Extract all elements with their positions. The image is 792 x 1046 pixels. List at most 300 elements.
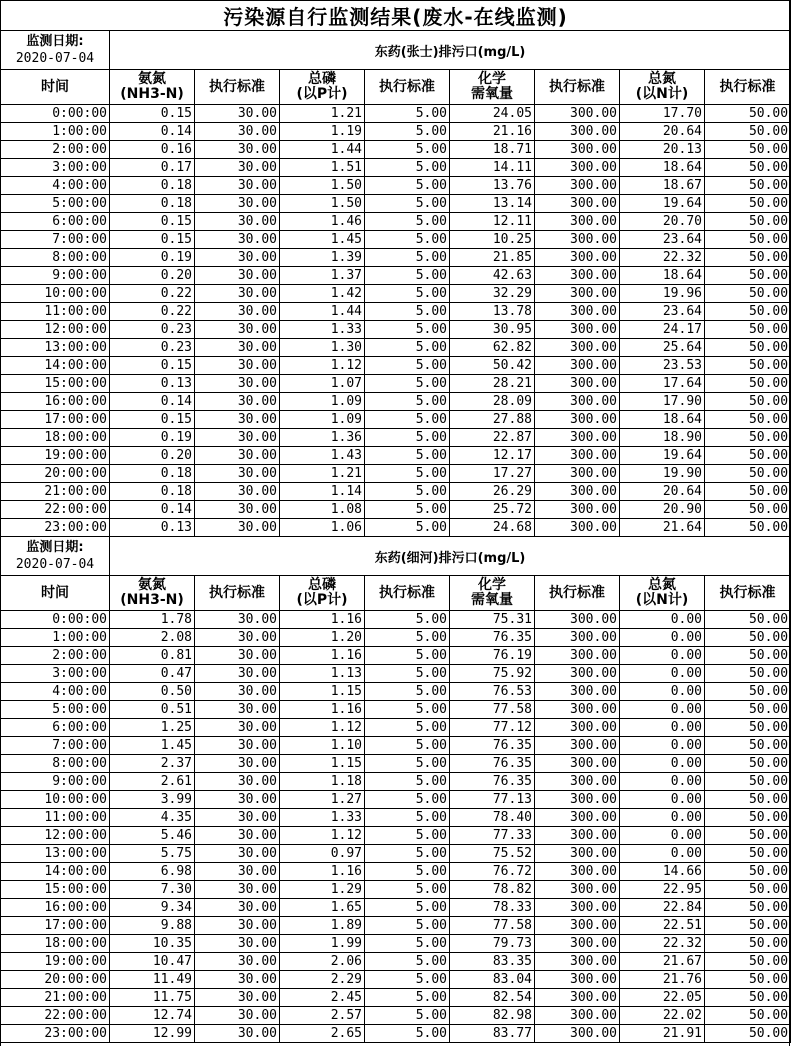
time-cell: 2:00:00 — [1, 647, 110, 665]
table-row — [1, 665, 791, 683]
value-cell: 17.70 — [620, 105, 705, 123]
value-cell: 50.42 — [450, 357, 535, 375]
value-cell: 0.15 — [110, 213, 195, 231]
value-cell: 300.00 — [535, 339, 620, 357]
value-cell: 30.00 — [195, 881, 280, 899]
table-row — [1, 321, 791, 339]
value-cell: 30.00 — [195, 465, 280, 483]
value-cell: 5.00 — [365, 285, 450, 303]
value-cell: 50.00 — [705, 881, 791, 899]
value-cell: 1.50 — [280, 177, 365, 195]
value-cell: 2.06 — [280, 953, 365, 971]
value-cell: 0.14 — [110, 501, 195, 519]
value-cell: 1.65 — [280, 899, 365, 917]
value-cell: 18.67 — [620, 177, 705, 195]
value-cell: 300.00 — [535, 917, 620, 935]
column-header-line1: 总磷 — [308, 577, 336, 593]
value-cell: 50.00 — [705, 845, 791, 863]
column-header-line2: (以P计) — [296, 592, 348, 608]
value-cell: 5.00 — [365, 791, 450, 809]
value-cell: 77.58 — [450, 917, 535, 935]
table-row — [1, 809, 791, 827]
column-header-line2: (以P计) — [296, 86, 348, 102]
column-header-line2: (以N计) — [635, 86, 689, 102]
table-row — [1, 935, 791, 953]
column-header — [450, 576, 535, 611]
column-header — [1, 576, 110, 611]
table-row — [1, 647, 791, 665]
value-cell: 5.00 — [365, 773, 450, 791]
value-cell: 5.00 — [365, 971, 450, 989]
table-row — [1, 719, 791, 737]
value-cell: 30.00 — [195, 213, 280, 231]
value-cell: 300.00 — [535, 285, 620, 303]
value-cell: 5.00 — [365, 357, 450, 375]
value-cell: 300.00 — [535, 483, 620, 501]
table-row — [1, 429, 791, 447]
report-title: 污染源自行监测结果(废水-在线监测) — [1, 1, 791, 31]
value-cell: 76.35 — [450, 755, 535, 773]
value-cell: 22.02 — [620, 1007, 705, 1025]
time-cell: 1:00:00 — [1, 123, 110, 141]
value-cell: 300.00 — [535, 683, 620, 701]
value-cell: 19.64 — [620, 447, 705, 465]
value-cell: 50.00 — [705, 339, 791, 357]
time-cell: 18:00:00 — [1, 429, 110, 447]
value-cell: 300.00 — [535, 809, 620, 827]
table-row — [1, 629, 791, 647]
value-cell: 1.44 — [280, 303, 365, 321]
value-cell: 7.30 — [110, 881, 195, 899]
value-cell: 12.17 — [450, 447, 535, 465]
column-header-line1: 执行标准 — [719, 78, 776, 95]
value-cell: 21.85 — [450, 249, 535, 267]
value-cell: 1.16 — [280, 863, 365, 881]
value-cell: 300.00 — [535, 701, 620, 719]
value-cell: 300.00 — [535, 935, 620, 953]
value-cell: 5.00 — [365, 917, 450, 935]
column-header — [110, 576, 195, 611]
value-cell: 50.00 — [705, 465, 791, 483]
value-cell: 30.00 — [195, 863, 280, 881]
value-cell: 50.00 — [705, 105, 791, 123]
value-cell: 76.35 — [450, 629, 535, 647]
column-header — [280, 576, 365, 611]
value-cell: 0.20 — [110, 267, 195, 285]
value-cell: 76.72 — [450, 863, 535, 881]
value-cell: 10.35 — [110, 935, 195, 953]
value-cell: 1.30 — [280, 339, 365, 357]
value-cell: 23.64 — [620, 231, 705, 249]
value-cell: 1.33 — [280, 809, 365, 827]
value-cell: 1.19 — [280, 123, 365, 141]
value-cell: 30.00 — [195, 917, 280, 935]
value-cell: 10.25 — [450, 231, 535, 249]
value-cell: 5.00 — [365, 899, 450, 917]
column-header-line1: 总氮 — [648, 577, 676, 593]
value-cell: 78.33 — [450, 899, 535, 917]
value-cell: 1.45 — [110, 737, 195, 755]
time-cell: 7:00:00 — [1, 737, 110, 755]
value-cell: 5.00 — [365, 303, 450, 321]
value-cell: 2.29 — [280, 971, 365, 989]
value-cell: 30.00 — [195, 141, 280, 159]
value-cell: 300.00 — [535, 141, 620, 159]
table-row — [1, 683, 791, 701]
value-cell: 50.00 — [705, 501, 791, 519]
table-row — [1, 971, 791, 989]
value-cell: 1.14 — [280, 483, 365, 501]
time-cell: 4:00:00 — [1, 177, 110, 195]
value-cell: 30.00 — [195, 249, 280, 267]
value-cell: 30.00 — [195, 647, 280, 665]
time-cell: 14:00:00 — [1, 863, 110, 881]
value-cell: 50.00 — [705, 231, 791, 249]
time-cell: 13:00:00 — [1, 845, 110, 863]
value-cell: 27.88 — [450, 411, 535, 429]
value-cell: 18.90 — [620, 429, 705, 447]
value-cell: 50.00 — [705, 141, 791, 159]
value-cell: 30.00 — [195, 501, 280, 519]
value-cell: 30.00 — [195, 791, 280, 809]
value-cell: 83.77 — [450, 1025, 535, 1043]
table-row — [1, 447, 791, 465]
column-header — [365, 576, 450, 611]
value-cell: 30.00 — [195, 683, 280, 701]
value-cell: 50.00 — [705, 393, 791, 411]
value-cell: 5.00 — [365, 393, 450, 411]
value-cell: 20.64 — [620, 123, 705, 141]
time-cell: 12:00:00 — [1, 321, 110, 339]
value-cell: 5.00 — [365, 611, 450, 629]
value-cell: 1.43 — [280, 447, 365, 465]
value-cell: 21.64 — [620, 519, 705, 537]
table-row — [1, 917, 791, 935]
time-cell: 8:00:00 — [1, 249, 110, 267]
value-cell: 1.08 — [280, 501, 365, 519]
value-cell: 5.00 — [365, 683, 450, 701]
value-cell: 18.71 — [450, 141, 535, 159]
value-cell: 50.00 — [705, 953, 791, 971]
value-cell: 42.63 — [450, 267, 535, 285]
time-cell: 16:00:00 — [1, 899, 110, 917]
value-cell: 50.00 — [705, 159, 791, 177]
value-cell: 1.50 — [280, 195, 365, 213]
value-cell: 5.00 — [365, 429, 450, 447]
value-cell: 0.00 — [620, 629, 705, 647]
value-cell: 23.53 — [620, 357, 705, 375]
value-cell: 0.00 — [620, 791, 705, 809]
value-cell: 50.00 — [705, 267, 791, 285]
column-header — [450, 70, 535, 105]
value-cell: 30.00 — [195, 773, 280, 791]
monitoring-date-value: 2020-07-04 — [15, 51, 95, 66]
time-cell: 21:00:00 — [1, 989, 110, 1007]
value-cell: 1.89 — [280, 917, 365, 935]
value-cell: 30.00 — [195, 357, 280, 375]
value-cell: 1.27 — [280, 791, 365, 809]
value-cell: 25.64 — [620, 339, 705, 357]
time-cell: 10:00:00 — [1, 791, 110, 809]
value-cell: 0.00 — [620, 719, 705, 737]
value-cell: 50.00 — [705, 917, 791, 935]
value-cell: 75.92 — [450, 665, 535, 683]
value-cell: 0.47 — [110, 665, 195, 683]
value-cell: 1.45 — [280, 231, 365, 249]
value-cell: 5.00 — [365, 737, 450, 755]
time-cell: 20:00:00 — [1, 971, 110, 989]
outlet-name: 东药(细河)排污口(mg/L) — [110, 537, 791, 576]
time-cell: 0:00:00 — [1, 611, 110, 629]
value-cell: 30.00 — [195, 611, 280, 629]
value-cell: 1.21 — [280, 465, 365, 483]
value-cell: 9.34 — [110, 899, 195, 917]
value-cell: 300.00 — [535, 971, 620, 989]
time-cell: 23:00:00 — [1, 519, 110, 537]
value-cell: 50.00 — [705, 357, 791, 375]
value-cell: 300.00 — [535, 737, 620, 755]
value-cell: 13.78 — [450, 303, 535, 321]
value-cell: 76.35 — [450, 737, 535, 755]
value-cell: 5.00 — [365, 953, 450, 971]
value-cell: 1.10 — [280, 737, 365, 755]
value-cell: 30.00 — [195, 845, 280, 863]
value-cell: 0.00 — [620, 809, 705, 827]
value-cell: 20.70 — [620, 213, 705, 231]
outlet-name: 东药(张士)排污口(mg/L) — [110, 31, 791, 70]
value-cell: 50.00 — [705, 411, 791, 429]
value-cell: 5.00 — [365, 755, 450, 773]
column-header-row — [1, 576, 791, 611]
value-cell: 30.00 — [195, 321, 280, 339]
value-cell: 1.39 — [280, 249, 365, 267]
value-cell: 300.00 — [535, 519, 620, 537]
value-cell: 30.00 — [195, 1007, 280, 1025]
value-cell: 300.00 — [535, 629, 620, 647]
value-cell: 1.33 — [280, 321, 365, 339]
value-cell: 50.00 — [705, 177, 791, 195]
value-cell: 300.00 — [535, 881, 620, 899]
value-cell: 50.00 — [705, 249, 791, 267]
time-cell: 9:00:00 — [1, 267, 110, 285]
value-cell: 5.00 — [365, 141, 450, 159]
column-header-line1: 总氮 — [648, 71, 676, 87]
value-cell: 50.00 — [705, 123, 791, 141]
value-cell: 18.64 — [620, 267, 705, 285]
column-header-line2: 需氧量 — [471, 86, 513, 102]
value-cell: 300.00 — [535, 411, 620, 429]
value-cell: 50.00 — [705, 935, 791, 953]
value-cell: 32.29 — [450, 285, 535, 303]
table-row — [1, 285, 791, 303]
value-cell: 50.00 — [705, 701, 791, 719]
table-row — [1, 953, 791, 971]
value-cell: 5.00 — [365, 339, 450, 357]
value-cell: 2.57 — [280, 1007, 365, 1025]
value-cell: 30.00 — [195, 231, 280, 249]
value-cell: 300.00 — [535, 899, 620, 917]
value-cell: 1.78 — [110, 611, 195, 629]
monitoring-date-cell — [1, 537, 110, 576]
value-cell: 300.00 — [535, 375, 620, 393]
time-cell: 7:00:00 — [1, 231, 110, 249]
time-cell: 6:00:00 — [1, 213, 110, 231]
value-cell: 5.00 — [365, 665, 450, 683]
value-cell: 22.32 — [620, 935, 705, 953]
table-row — [1, 501, 791, 519]
table-row — [1, 1025, 791, 1043]
value-cell: 1.15 — [280, 683, 365, 701]
value-cell: 22.05 — [620, 989, 705, 1007]
value-cell: 5.00 — [365, 375, 450, 393]
value-cell: 30.00 — [195, 285, 280, 303]
value-cell: 1.06 — [280, 519, 365, 537]
value-cell: 30.00 — [195, 629, 280, 647]
time-cell: 16:00:00 — [1, 393, 110, 411]
value-cell: 78.82 — [450, 881, 535, 899]
value-cell: 30.00 — [195, 665, 280, 683]
value-cell: 0.00 — [620, 737, 705, 755]
column-header — [535, 70, 620, 105]
value-cell: 0.51 — [110, 701, 195, 719]
value-cell: 1.36 — [280, 429, 365, 447]
value-cell: 0.14 — [110, 393, 195, 411]
value-cell: 18.64 — [620, 411, 705, 429]
value-cell: 1.16 — [280, 611, 365, 629]
value-cell: 1.18 — [280, 773, 365, 791]
column-header — [535, 576, 620, 611]
value-cell: 5.00 — [365, 123, 450, 141]
value-cell: 1.16 — [280, 647, 365, 665]
value-cell: 1.29 — [280, 881, 365, 899]
value-cell: 1.09 — [280, 393, 365, 411]
value-cell: 12.11 — [450, 213, 535, 231]
table-row — [1, 123, 791, 141]
value-cell: 0.18 — [110, 483, 195, 501]
time-cell: 11:00:00 — [1, 809, 110, 827]
value-cell: 83.04 — [450, 971, 535, 989]
column-header-line1: 执行标准 — [209, 584, 265, 601]
value-cell: 10.47 — [110, 953, 195, 971]
time-cell: 23:00:00 — [1, 1025, 110, 1043]
value-cell: 300.00 — [535, 827, 620, 845]
value-cell: 24.17 — [620, 321, 705, 339]
value-cell: 50.00 — [705, 809, 791, 827]
value-cell: 50.00 — [705, 791, 791, 809]
time-cell: 1:00:00 — [1, 629, 110, 647]
value-cell: 300.00 — [535, 249, 620, 267]
value-cell: 30.00 — [195, 899, 280, 917]
section-info-row — [1, 31, 791, 70]
table-row — [1, 231, 791, 249]
value-cell: 1.12 — [280, 357, 365, 375]
column-header-line1: 氨氮 — [138, 577, 166, 593]
column-header-line1: 时间 — [41, 584, 69, 601]
value-cell: 50.00 — [705, 665, 791, 683]
value-cell: 300.00 — [535, 863, 620, 881]
value-cell: 22.87 — [450, 429, 535, 447]
value-cell: 6.98 — [110, 863, 195, 881]
value-cell: 0.13 — [110, 375, 195, 393]
value-cell: 5.00 — [365, 321, 450, 339]
value-cell: 30.00 — [195, 411, 280, 429]
value-cell: 12.99 — [110, 1025, 195, 1043]
value-cell: 1.16 — [280, 701, 365, 719]
value-cell: 0.23 — [110, 321, 195, 339]
value-cell: 300.00 — [535, 647, 620, 665]
value-cell: 77.12 — [450, 719, 535, 737]
value-cell: 0.00 — [620, 845, 705, 863]
value-cell: 0.50 — [110, 683, 195, 701]
column-header — [620, 576, 705, 611]
value-cell: 24.68 — [450, 519, 535, 537]
value-cell: 9.88 — [110, 917, 195, 935]
value-cell: 5.00 — [365, 701, 450, 719]
value-cell: 30.00 — [195, 447, 280, 465]
table-row — [1, 827, 791, 845]
value-cell: 50.00 — [705, 773, 791, 791]
value-cell: 20.64 — [620, 483, 705, 501]
value-cell: 1.20 — [280, 629, 365, 647]
table-row — [1, 213, 791, 231]
table-row — [1, 791, 791, 809]
value-cell: 0.81 — [110, 647, 195, 665]
value-cell: 0.00 — [620, 773, 705, 791]
value-cell: 300.00 — [535, 465, 620, 483]
table-row — [1, 611, 791, 629]
value-cell: 1.07 — [280, 375, 365, 393]
value-cell: 30.00 — [195, 339, 280, 357]
value-cell: 50.00 — [705, 285, 791, 303]
monitoring-date-value: 2020-07-04 — [15, 557, 95, 572]
value-cell: 300.00 — [535, 989, 620, 1007]
value-cell: 5.00 — [365, 881, 450, 899]
value-cell: 30.00 — [195, 719, 280, 737]
value-cell: 76.35 — [450, 773, 535, 791]
value-cell: 12.74 — [110, 1007, 195, 1025]
table-row — [1, 755, 791, 773]
time-cell: 19:00:00 — [1, 953, 110, 971]
value-cell: 50.00 — [705, 213, 791, 231]
time-cell: 3:00:00 — [1, 665, 110, 683]
value-cell: 26.29 — [450, 483, 535, 501]
column-header — [1, 70, 110, 105]
column-header-line1: 总磷 — [308, 71, 336, 87]
table-row — [1, 177, 791, 195]
column-header — [195, 70, 280, 105]
value-cell: 0.15 — [110, 231, 195, 249]
value-cell: 5.00 — [365, 501, 450, 519]
column-header-line2: 需氧量 — [471, 592, 513, 608]
value-cell: 5.00 — [365, 845, 450, 863]
value-cell: 75.31 — [450, 611, 535, 629]
value-cell: 1.99 — [280, 935, 365, 953]
value-cell: 19.96 — [620, 285, 705, 303]
value-cell: 300.00 — [535, 123, 620, 141]
value-cell: 5.46 — [110, 827, 195, 845]
value-cell: 2.37 — [110, 755, 195, 773]
time-cell: 0:00:00 — [1, 105, 110, 123]
time-cell: 13:00:00 — [1, 339, 110, 357]
column-header — [705, 576, 791, 611]
value-cell: 50.00 — [705, 429, 791, 447]
value-cell: 17.27 — [450, 465, 535, 483]
value-cell: 300.00 — [535, 105, 620, 123]
value-cell: 21.76 — [620, 971, 705, 989]
value-cell: 5.00 — [365, 719, 450, 737]
value-cell: 25.72 — [450, 501, 535, 519]
table-row — [1, 519, 791, 537]
